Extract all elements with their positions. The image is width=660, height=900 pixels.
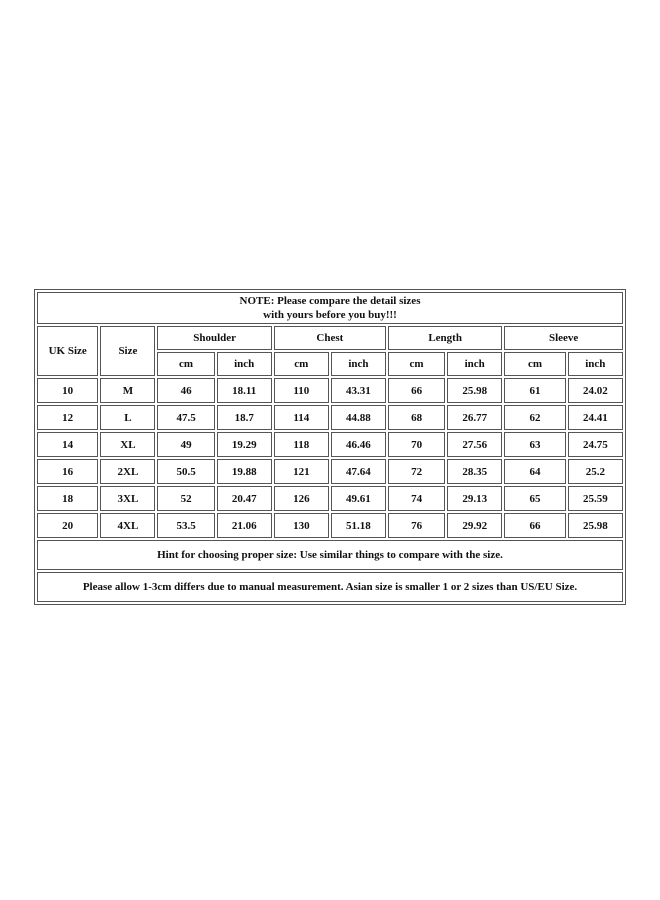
cell-sleeve-cm: 65 — [504, 486, 565, 511]
cell-chest-cm: 114 — [274, 405, 329, 430]
cell-sleeve-cm: 66 — [504, 513, 565, 538]
cell-length-cm: 66 — [388, 378, 445, 403]
cell-length-inch: 28.35 — [447, 459, 502, 484]
table-row — [37, 432, 623, 457]
unit-length-inch: inch — [447, 352, 502, 376]
cell-chest-inch: 49.61 — [331, 486, 386, 511]
unit-shoulder-inch: inch — [217, 352, 272, 376]
cell-sleeve-inch: 24.75 — [568, 432, 623, 457]
cell-sleeve-inch: 24.41 — [568, 405, 623, 430]
cell-length-inch: 29.13 — [447, 486, 502, 511]
cell-uk-size: 12 — [37, 405, 98, 430]
cell-shoulder-cm: 50.5 — [157, 459, 214, 484]
unit-sleeve-inch: inch — [568, 352, 623, 376]
cell-shoulder-inch: 18.11 — [217, 378, 272, 403]
cell-shoulder-inch: 19.29 — [217, 432, 272, 457]
table-row — [37, 405, 623, 430]
table-row — [37, 378, 623, 403]
header-size: Size — [100, 326, 155, 376]
cell-uk-size: 20 — [37, 513, 98, 538]
cell-sleeve-inch: 25.59 — [568, 486, 623, 511]
cell-uk-size: 10 — [37, 378, 98, 403]
header-uk-size: UK Size — [37, 326, 98, 376]
unit-length-cm: cm — [388, 352, 445, 376]
cell-shoulder-cm: 46 — [157, 378, 214, 403]
header-sleeve: Sleeve — [504, 326, 623, 350]
cell-shoulder-cm: 47.5 — [157, 405, 214, 430]
cell-size: XL — [100, 432, 155, 457]
unit-chest-inch: inch — [331, 352, 386, 376]
cell-shoulder-cm: 49 — [157, 432, 214, 457]
cell-length-inch: 27.56 — [447, 432, 502, 457]
header-length: Length — [388, 326, 502, 350]
cell-size: 4XL — [100, 513, 155, 538]
cell-chest-cm: 121 — [274, 459, 329, 484]
cell-sleeve-cm: 64 — [504, 459, 565, 484]
size-chart — [34, 289, 626, 605]
cell-chest-inch: 47.64 — [331, 459, 386, 484]
cell-sleeve-cm: 62 — [504, 405, 565, 430]
cell-chest-inch: 44.88 — [331, 405, 386, 430]
unit-chest-cm: cm — [274, 352, 329, 376]
cell-uk-size: 14 — [37, 432, 98, 457]
cell-size: L — [100, 405, 155, 430]
cell-chest-inch: 43.31 — [331, 378, 386, 403]
cell-size: M — [100, 378, 155, 403]
cell-size: 3XL — [100, 486, 155, 511]
cell-shoulder-inch: 18.7 — [217, 405, 272, 430]
cell-size: 2XL — [100, 459, 155, 484]
cell-shoulder-inch: 21.06 — [217, 513, 272, 538]
cell-chest-cm: 110 — [274, 378, 329, 403]
cell-length-inch: 25.98 — [447, 378, 502, 403]
hint-text: Hint for choosing proper size: Use similar things to compare with the size. — [37, 540, 623, 570]
cell-length-inch: 29.92 — [447, 513, 502, 538]
footer-row — [37, 572, 623, 602]
size-table — [34, 289, 626, 605]
cell-chest-cm: 126 — [274, 486, 329, 511]
unit-shoulder-cm: cm — [157, 352, 214, 376]
table-row — [37, 486, 623, 511]
cell-shoulder-cm: 52 — [157, 486, 214, 511]
cell-chest-inch: 51.18 — [331, 513, 386, 538]
cell-uk-size: 18 — [37, 486, 98, 511]
hint-row — [37, 540, 623, 570]
cell-length-inch: 26.77 — [447, 405, 502, 430]
cell-sleeve-inch: 25.98 — [568, 513, 623, 538]
cell-shoulder-inch: 19.88 — [217, 459, 272, 484]
cell-length-cm: 70 — [388, 432, 445, 457]
cell-shoulder-cm: 53.5 — [157, 513, 214, 538]
cell-shoulder-inch: 20.47 — [217, 486, 272, 511]
note-line-2: with yours before you buy!!! — [263, 309, 397, 321]
cell-sleeve-cm: 61 — [504, 378, 565, 403]
cell-uk-size: 16 — [37, 459, 98, 484]
cell-chest-cm: 130 — [274, 513, 329, 538]
header-row — [37, 326, 623, 350]
cell-sleeve-inch: 24.02 — [568, 378, 623, 403]
table-row — [37, 513, 623, 538]
cell-length-cm: 68 — [388, 405, 445, 430]
cell-length-cm: 74 — [388, 486, 445, 511]
cell-chest-inch: 46.46 — [331, 432, 386, 457]
cell-chest-cm: 118 — [274, 432, 329, 457]
table-row — [37, 459, 623, 484]
footer-text: Please allow 1-3cm differs due to manual measurement. Asian size is smaller 1 or 2 sizes than US/EU Size. — [37, 572, 623, 602]
note-row — [37, 292, 623, 324]
cell-sleeve-cm: 63 — [504, 432, 565, 457]
header-shoulder: Shoulder — [157, 326, 271, 350]
cell-length-cm: 76 — [388, 513, 445, 538]
note-cell — [37, 292, 623, 324]
cell-length-cm: 72 — [388, 459, 445, 484]
unit-sleeve-cm: cm — [504, 352, 565, 376]
cell-sleeve-inch: 25.2 — [568, 459, 623, 484]
header-chest: Chest — [274, 326, 386, 350]
note-line-1: NOTE: Please compare the detail sizes — [239, 295, 421, 307]
